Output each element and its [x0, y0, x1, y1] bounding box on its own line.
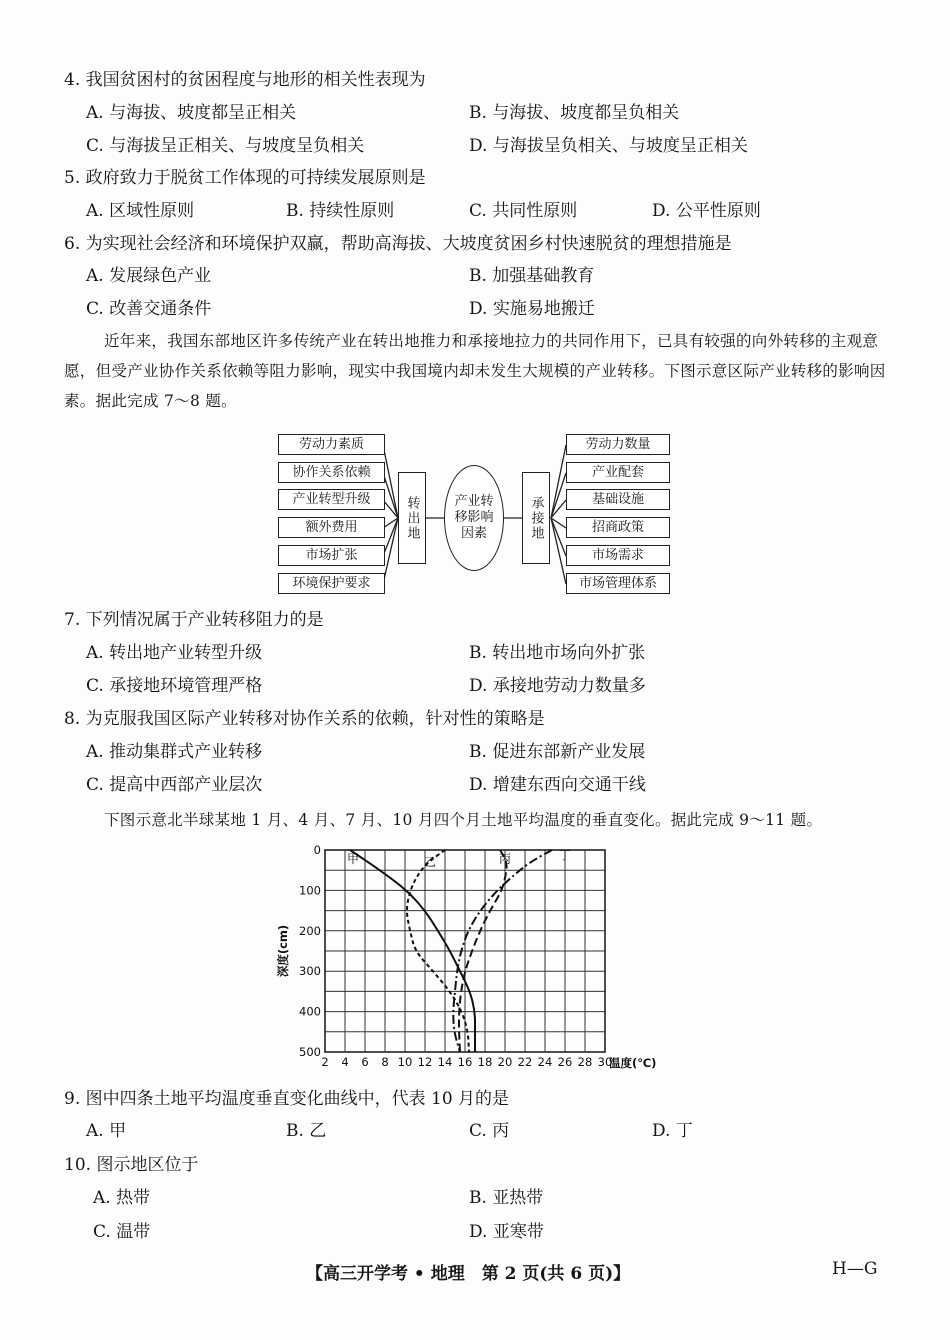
x-tick-label: 28	[577, 1055, 593, 1069]
q6-option-c: C. 改善交通条件	[86, 299, 212, 319]
passage-industry-transfer-text: 近年来，我国东部地区许多传统产业在转出地推力和承接地拉力的共同作用下，已具有较强的向外转移的主观意愿，但受产业协作关系依赖等阻力影响，现实中我国境内却未发生大规模的产业转移。下图示意区际产业转移的影响因素。据此完成 7～8 题。	[64, 332, 886, 410]
factor-investment-policy: 招商政策	[566, 517, 670, 538]
q8-option-c: C. 提高中西部产业层次	[86, 775, 263, 795]
q10-option-b: B. 亚热带	[469, 1188, 544, 1208]
x-tick-label: 10	[397, 1055, 413, 1069]
q4-option-c: C. 与海拔呈正相关、与坡度呈负相关	[86, 136, 365, 156]
q8-option-d: D. 增建东西向交通干线	[469, 775, 646, 795]
q6-option-b: B. 加强基础教育	[469, 266, 595, 286]
q10-option-c: C. 温带	[93, 1222, 151, 1242]
q4-option-a: A. 与海拔、坡度都呈正相关	[86, 103, 297, 123]
q5-option-b: B. 持续性原则	[286, 201, 395, 221]
x-tick-label: 12	[417, 1055, 433, 1069]
q10-stem: 10. 图示地区位于	[64, 1155, 199, 1175]
q5-option-d: D. 公平性原则	[652, 201, 761, 221]
q6-option-a: A. 发展绿色产业	[86, 266, 212, 286]
q9-option-a: A. 甲	[86, 1121, 127, 1141]
factor-labor-quantity: 劳动力数量	[566, 434, 670, 455]
q4-option-b: B. 与海拔、坡度都呈负相关	[469, 103, 680, 123]
page-footer: 【高三开学考 • 地理 第 2 页(共 6 页)】	[306, 1264, 631, 1284]
factor-extra-cost: 额外费用	[278, 517, 385, 538]
series-label-丙: 丙	[498, 851, 512, 866]
y-tick-label: 0	[313, 843, 321, 857]
x-tick-label: 24	[537, 1055, 553, 1069]
q9-stem: 9. 图中四条土地平均温度垂直变化曲线中，代表 10 月的是	[64, 1089, 510, 1109]
q8-option-a: A. 推动集群式产业转移	[86, 742, 263, 762]
factor-market-demand: 市场需求	[566, 545, 670, 566]
x-tick-label: 20	[497, 1055, 513, 1069]
factor-infrastructure: 基础设施	[566, 489, 670, 510]
series-label-丁: 丁	[558, 848, 572, 863]
y-tick-label: 500	[299, 1045, 321, 1059]
q7-option-b: B. 转出地市场向外扩张	[469, 643, 646, 663]
factor-environmental-requirement: 环境保护要求	[278, 573, 385, 594]
factor-market-expansion: 市场扩张	[278, 545, 385, 566]
q8-stem: 8. 为克服我国区际产业转移对协作关系的依赖，针对性的策略是	[64, 709, 545, 729]
x-tick-label: 14	[437, 1055, 453, 1069]
series-label-甲: 甲	[346, 851, 360, 866]
passage-soil-temperature	[64, 806, 890, 834]
x-axis-label: 温度(℃)	[609, 1056, 657, 1070]
x-tick-label: 2	[321, 1055, 329, 1069]
y-tick-label: 200	[299, 923, 321, 938]
q5-option-c: C. 共同性原则	[469, 201, 578, 221]
y-tick-label: 400	[299, 1004, 321, 1019]
q9-option-d: D. 丁	[652, 1121, 693, 1141]
soil-temperature-chart	[260, 836, 680, 1076]
factor-cooperation-dependence: 协作关系依赖	[278, 462, 385, 483]
y-tick-label: 300	[299, 964, 321, 979]
q8-option-b: B. 促进东部新产业发展	[469, 742, 646, 762]
x-tick-label: 26	[557, 1055, 573, 1069]
factor-industrial-support: 产业配套	[566, 462, 670, 483]
q7-option-a: A. 转出地产业转型升级	[86, 643, 263, 663]
node-receiving-region: 承接地	[522, 472, 550, 564]
paper-code: H—G	[832, 1259, 878, 1279]
y-axis-label: 深度(cm)	[276, 924, 290, 978]
x-tick-label: 16	[457, 1055, 473, 1069]
x-tick-label: 4	[341, 1055, 349, 1069]
passage-soil-temperature-text: 下图示意北半球某地 1 月、4 月、7 月、10 月四个月土地平均温度的垂直变化。据此完成 9～11 题。	[104, 811, 823, 829]
q5-option-a: A. 区域性原则	[86, 201, 195, 221]
x-tick-label: 18	[477, 1055, 493, 1069]
node-origin-region: 转出地	[398, 472, 426, 564]
q10-option-a: A. 热带	[93, 1188, 151, 1208]
y-tick-label: 100	[299, 883, 321, 898]
node-transfer-factors-label: 产业转移影响因素	[454, 494, 494, 541]
q6-option-d: D. 实施易地搬迁	[469, 299, 595, 319]
x-tick-label: 8	[381, 1055, 389, 1069]
factor-industrial-upgrade: 产业转型升级	[278, 489, 385, 510]
q9-option-c: C. 丙	[469, 1121, 510, 1141]
x-tick-label: 30	[597, 1055, 613, 1069]
node-transfer-factors	[444, 465, 504, 571]
series-label-乙: 乙	[423, 855, 437, 870]
q9-option-b: B. 乙	[286, 1121, 327, 1141]
q7-option-c: C. 承接地环境管理严格	[86, 676, 263, 696]
factor-labor-quality: 劳动力素质	[278, 434, 385, 455]
q5-stem: 5. 政府致力于脱贫工作体现的可持续发展原则是	[64, 168, 426, 188]
x-tick-label: 6	[361, 1055, 369, 1069]
q7-stem: 7. 下列情况属于产业转移阻力的是	[64, 610, 324, 630]
q6-stem: 6. 为实现社会经济和环境保护双赢，帮助高海拔、大坡度贫困乡村快速脱贫的理想措施是	[64, 234, 732, 254]
x-tick-label: 22	[517, 1055, 533, 1069]
q4-option-d: D. 与海拔呈负相关、与坡度呈正相关	[469, 136, 748, 156]
q7-option-d: D. 承接地劳动力数量多	[469, 676, 646, 696]
factor-market-management: 市场管理体系	[566, 573, 670, 594]
q4-stem: 4. 我国贫困村的贫困程度与地形的相关性表现为	[64, 70, 426, 90]
q10-option-d: D. 亚寒带	[469, 1222, 544, 1242]
